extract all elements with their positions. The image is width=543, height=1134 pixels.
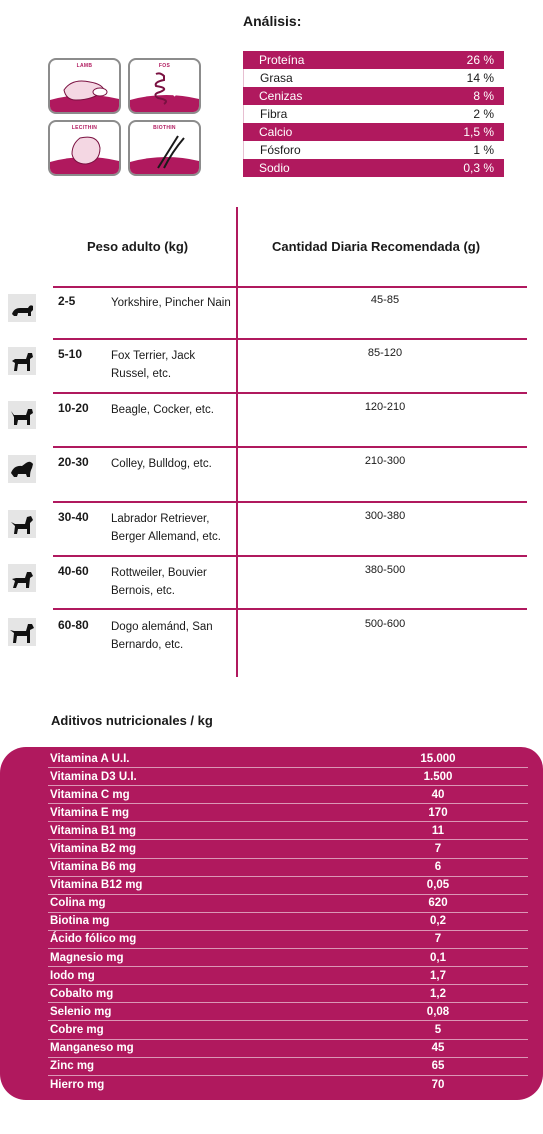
analysis-value: 0,3 % xyxy=(463,161,494,175)
additive-name: Vitamina D3 U.I. xyxy=(50,770,137,783)
additive-row xyxy=(48,768,528,786)
weight-range: 40-60 xyxy=(58,564,89,578)
additive-name: Selenio mg xyxy=(50,1005,112,1018)
dosage-row xyxy=(0,612,543,666)
dosage-row xyxy=(0,449,543,503)
additive-row xyxy=(48,1058,528,1076)
additive-name: Cobre mg xyxy=(50,1023,104,1036)
additive-name: Hierro mg xyxy=(50,1078,105,1091)
additive-row xyxy=(48,985,528,1003)
lecithin-badge xyxy=(48,120,121,176)
additive-row xyxy=(48,840,528,858)
additive-value: 7 xyxy=(434,843,442,856)
additive-row xyxy=(48,913,528,931)
daily-amount: 500-600 xyxy=(364,618,406,630)
daily-amount: 210-300 xyxy=(364,455,406,467)
analysis-row xyxy=(243,123,504,141)
daily-amount: 120-210 xyxy=(364,401,406,413)
additive-row xyxy=(48,895,528,913)
badge-label: LECITHIN xyxy=(71,125,98,131)
analysis-name: Calcio xyxy=(259,125,293,139)
analysis-row xyxy=(243,69,504,87)
additive-name: Vitamina B12 mg xyxy=(50,879,143,892)
additive-name: Vitamina E mg xyxy=(50,806,130,819)
additive-row xyxy=(48,1040,528,1058)
additive-row xyxy=(48,750,528,768)
daily-amount: 300-380 xyxy=(364,510,406,522)
additive-value: 45 xyxy=(431,1042,445,1055)
collie-icon xyxy=(8,455,36,483)
breed-list: Rottweiler, Bouvier Bernois, etc. xyxy=(111,567,207,597)
additive-row xyxy=(48,967,528,985)
analysis-table xyxy=(243,51,504,177)
additive-name: Cobalto mg xyxy=(50,987,114,1000)
additive-name: Colina mg xyxy=(50,897,106,910)
lamb-badge xyxy=(48,58,121,114)
breed-list: Labrador Retriever, Berger Allemand, etc. xyxy=(111,513,221,543)
additive-value: 1.500 xyxy=(423,770,453,783)
amount-column-header: Cantidad Diaria Recomendada (g) xyxy=(272,239,481,254)
badge-label: LAMB xyxy=(76,63,93,69)
beagle-icon xyxy=(8,401,36,429)
additive-value: 620 xyxy=(428,897,448,910)
additive-name: Zinc mg xyxy=(50,1060,95,1073)
additive-name: Vitamina C mg xyxy=(50,788,130,801)
additive-row xyxy=(48,804,528,822)
daily-amount: 85-120 xyxy=(367,347,403,359)
dosage-row xyxy=(0,341,543,395)
weight-range: 5-10 xyxy=(58,347,83,361)
biothin-badge xyxy=(128,120,201,176)
additive-row xyxy=(48,786,528,804)
additive-name: Vitamina A U.I. xyxy=(50,752,130,765)
dosage-row xyxy=(0,504,543,558)
analysis-value: 14 % xyxy=(466,71,494,85)
additives-table xyxy=(0,747,543,1100)
additive-name: Biotina mg xyxy=(50,915,110,928)
additive-row xyxy=(48,1003,528,1021)
weight-range: 30-40 xyxy=(58,510,89,524)
additive-name: Magnesio mg xyxy=(50,951,124,964)
additive-value: 5 xyxy=(434,1023,442,1036)
additive-value: 40 xyxy=(431,788,445,801)
analysis-value: 1,5 % xyxy=(463,125,494,139)
analysis-name: Cenizas xyxy=(259,89,303,103)
small-dog-icon xyxy=(8,294,36,322)
additive-row xyxy=(48,822,528,840)
analysis-row xyxy=(243,87,504,105)
daily-amount: 380-500 xyxy=(364,564,406,576)
weight-range: 20-30 xyxy=(58,455,89,469)
analysis-row xyxy=(243,141,504,159)
terrier-icon xyxy=(8,347,36,375)
analysis-row xyxy=(243,51,504,69)
analysis-row xyxy=(243,159,504,177)
dosage-row xyxy=(0,395,543,449)
additives-title: Aditivos nutricionales / kg xyxy=(51,713,213,728)
additive-value: 15.000 xyxy=(420,752,456,765)
breed-list: Beagle, Cocker, etc. xyxy=(111,404,214,416)
lamb-icon xyxy=(50,60,121,114)
additive-name: Ácido fólico mg xyxy=(50,933,137,946)
additive-row xyxy=(48,1076,528,1094)
breed-list: Fox Terrier, Jack Russel, etc. xyxy=(111,350,196,380)
additive-value: 0,1 xyxy=(430,951,446,964)
additive-row xyxy=(48,1021,528,1039)
ingredient-badges xyxy=(48,58,203,178)
lecithin-icon xyxy=(50,122,121,176)
breed-list: Dogo alemánd, San Bernardo, etc. xyxy=(111,621,213,651)
weight-range: 2-5 xyxy=(58,294,76,308)
labrador-icon xyxy=(8,510,36,538)
analysis-value: 8 % xyxy=(473,89,494,103)
additive-name: Vitamina B6 mg xyxy=(50,861,137,874)
analysis-name: Proteína xyxy=(259,53,305,67)
analysis-value: 1 % xyxy=(473,143,494,157)
additive-value: 0,05 xyxy=(426,879,450,892)
badge-label: BIOTHIN xyxy=(153,125,176,131)
analysis-name: Grasa xyxy=(260,71,293,85)
great-dane-icon xyxy=(8,618,36,646)
weight-column-header: Peso adulto (kg) xyxy=(87,239,189,254)
additive-value: 11 xyxy=(431,824,445,837)
badge-label: FOS xyxy=(158,63,171,69)
fos-badge xyxy=(128,58,201,114)
analysis-name: Fibra xyxy=(260,107,288,121)
additive-value: 70 xyxy=(431,1078,445,1091)
additive-name: Vitamina B1 mg xyxy=(50,824,137,837)
analysis-name: Sodio xyxy=(259,161,290,175)
biothin-icon xyxy=(130,122,201,176)
rottweiler-icon xyxy=(8,564,36,592)
analysis-value: 26 % xyxy=(466,53,494,67)
additive-value: 170 xyxy=(428,806,448,819)
additive-value: 6 xyxy=(434,861,442,874)
additive-value: 0,2 xyxy=(430,915,446,928)
analysis-row xyxy=(243,105,504,123)
additive-row xyxy=(48,877,528,895)
additive-value: 7 xyxy=(434,933,442,946)
additive-name: Manganeso mg xyxy=(50,1042,134,1055)
analysis-name: Fósforo xyxy=(260,143,301,157)
analysis-value: 2 % xyxy=(473,107,494,121)
weight-range: 10-20 xyxy=(58,401,89,415)
daily-amount: 45-85 xyxy=(370,294,400,306)
dosage-row xyxy=(0,288,543,342)
additive-row xyxy=(48,931,528,949)
additive-name: Iodo mg xyxy=(50,969,95,982)
additive-name: Vitamina B2 mg xyxy=(50,843,137,856)
weight-range: 60-80 xyxy=(58,618,89,632)
fos-icon xyxy=(130,60,201,114)
additive-value: 1,7 xyxy=(430,969,446,982)
additive-row xyxy=(48,859,528,877)
additive-row xyxy=(48,949,528,967)
additive-value: 65 xyxy=(431,1060,445,1073)
breed-list: Yorkshire, Pincher Nain xyxy=(111,297,231,309)
analysis-title: Análisis: xyxy=(243,13,302,29)
dosage-row xyxy=(0,558,543,612)
additive-value: 1,2 xyxy=(430,987,446,1000)
additive-value: 0,08 xyxy=(426,1005,450,1018)
breed-list: Colley, Bulldog, etc. xyxy=(111,458,212,470)
